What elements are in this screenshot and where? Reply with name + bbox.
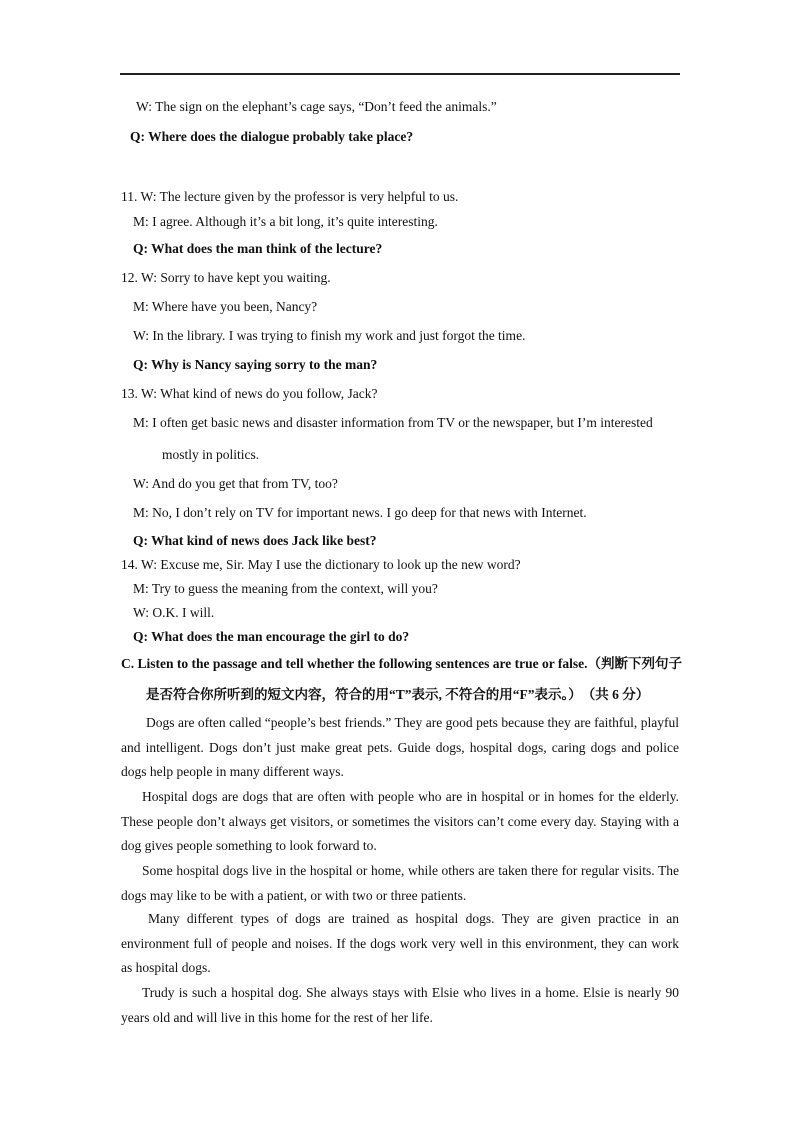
passage-paragraph: Trudy is such a hospital dog. She always stays with Elsie who lives in a home. Elsie is nearly 90 years old and will live in this home for the rest of her life. — [121, 985, 679, 1025]
question-line: Q: What kind of news does Jack like best? — [133, 533, 377, 548]
dialogue-line: W: And do you get that from TV, too? — [133, 476, 338, 491]
dialogue-line: 11. W: The lecture given by the professor is very helpful to us. — [121, 189, 459, 204]
dialogue-line: W: In the library. I was trying to finish my work and just forgot the time. — [133, 328, 526, 343]
question-line: Q: Why is Nancy saying sorry to the man? — [133, 357, 378, 372]
question-line: Q: Where does the dialogue probably take place? — [130, 129, 414, 144]
dialogue-line: 14. W: Excuse me, Sir. May I use the dictionary to look up the new word? — [121, 557, 521, 572]
passage-paragraph: Some hospital dogs live in the hospital or home, while others are taken there for regular visits. The dogs may like to be with a patient, or with two or three patients. — [121, 863, 679, 903]
question-line: Q: What does the man encourage the girl to do? — [133, 629, 410, 644]
passage-paragraph: Hospital dogs are dogs that are often with people who are in hospital or in homes for the elderly. These people don’t always get visitors, or sometimes the visitors can’t come every day. Staying with a dog gives people something to look forward to. — [121, 789, 679, 853]
dialogue-line: mostly in politics. — [162, 447, 260, 462]
dialogue-line: M: Try to guess the meaning from the context, will you? — [133, 581, 438, 596]
passage-paragraph: Many different types of dogs are trained as hospital dogs. They are given practice in an environment full of people and noises. If the dogs work very well in this environment, they can work as hospital dogs. — [121, 911, 679, 975]
dialogue-line: M: I often get basic news and disaster information from TV or the newspaper, but I’m interested — [133, 415, 653, 430]
dialogue-line: 12. W: Sorry to have kept you waiting. — [121, 270, 331, 285]
dialogue-line: W: O.K. I will. — [133, 605, 215, 620]
section-c-heading: C. Listen to the passage and tell whether the following sentences are true or false.（判断下列句子 — [121, 656, 682, 671]
passage-paragraph: Dogs are often called “people’s best friends.” They are good pets because they are faithful, playful and intelligent. Dogs don’t just make great pets. Guide dogs, hospital dogs, caring dogs and police dogs help people in many different ways. — [121, 715, 679, 779]
dialogue-line: M: I agree. Although it’s a bit long, it’s quite interesting. — [133, 214, 438, 229]
header-rule — [120, 73, 680, 75]
section-c-heading-cont: 是否符合你所听到的短文内容，符合的用“T”表示, 不符合的用“F”表示。） （共 6 分） — [146, 687, 650, 702]
dialogue-line: 13. W: What kind of news do you follow, Jack? — [121, 386, 378, 401]
dialogue-line: M: Where have you been, Nancy? — [133, 299, 318, 314]
dialogue-line: M: No, I don’t rely on TV for important news. I go deep for that news with Internet. — [133, 505, 587, 520]
dialogue-line: W: The sign on the elephant’s cage says, “Don’t feed the animals.” — [136, 99, 497, 114]
question-line: Q: What does the man think of the lecture? — [133, 241, 383, 256]
